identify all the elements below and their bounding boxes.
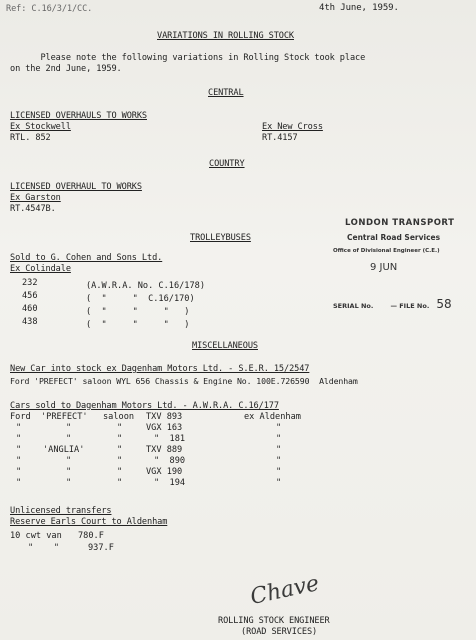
car-make-cell: Ford <box>10 412 31 422</box>
trolleybus-awra-ref: (A.W.R.A. No. C.16/178) <box>86 281 205 291</box>
car-reg-cell: VGX 163 <box>146 423 183 433</box>
signature: Chave <box>248 571 322 610</box>
trolleybus-number: 456 <box>22 291 38 301</box>
country-heading: COUNTRY <box>209 159 245 169</box>
car-model-cell: " <box>66 478 72 488</box>
misc-heading: MISCELLANEOUS <box>192 341 258 351</box>
car-from-cell: " <box>276 478 282 488</box>
stamp-serial-wrap <box>333 293 452 312</box>
car-type-cell: " <box>117 467 123 477</box>
car-reg-cell: TXV 889 <box>146 445 183 455</box>
car-from-cell: " <box>276 445 282 455</box>
country-item: RT.4547B. <box>10 204 56 214</box>
car-model-cell: " <box>66 456 72 466</box>
trolleybus-awra-ref: ( " " " ) <box>86 307 190 317</box>
car-model-cell: " <box>66 467 72 477</box>
stamp-line-3: Office of Divisional Engineer (C.E.) <box>333 248 440 254</box>
reserve-heading: Reserve Earls Court to Aldenham <box>10 517 168 527</box>
car-from-cell: " <box>276 456 282 466</box>
office-stamp <box>345 218 454 228</box>
central-heading: CENTRAL <box>208 88 244 98</box>
van-description: 10 cwt van <box>10 531 62 541</box>
car-type-cell: " <box>117 423 123 433</box>
central-left-item: RTL. 852 <box>10 133 51 143</box>
car-make-cell: " <box>16 423 22 433</box>
car-reg-cell: " 890 <box>154 456 186 466</box>
car-from-cell: " <box>276 434 282 444</box>
stamp-file-number: 58 <box>436 297 452 311</box>
car-from-cell: " <box>276 423 282 433</box>
car-make-cell: " <box>16 445 22 455</box>
car-reg-cell: VGX 190 <box>146 467 183 477</box>
car-type-cell: " <box>117 445 123 455</box>
document-title: VARIATIONS IN ROLLING STOCK <box>157 31 294 41</box>
car-reg-cell: " 194 <box>154 478 186 488</box>
car-model-cell: " <box>66 423 72 433</box>
car-model-cell: " <box>66 434 72 444</box>
central-subheading: LICENSED OVERHAULS TO WORKS <box>10 111 147 121</box>
car-make-cell: " <box>16 434 22 444</box>
intro-line-2: on the 2nd June, 1959. <box>10 64 122 74</box>
stamp-line-2: Central Road Services <box>347 233 441 242</box>
car-type-cell: " <box>117 478 123 488</box>
central-right-from: Ex New Cross <box>262 122 323 132</box>
country-from: Ex Garston <box>10 193 61 203</box>
stamp-line-1: LONDON TRANSPORT <box>345 218 455 228</box>
car-from-cell: " <box>276 467 282 477</box>
stamp-date: 9 JUN <box>370 262 398 273</box>
unlicensed-heading: Unlicensed transfers <box>10 506 112 516</box>
van-number: 780.F <box>78 531 104 541</box>
trolleybus-number: 438 <box>22 317 38 327</box>
car-type-cell: saloon <box>103 412 135 422</box>
footer-title: ROLLING STOCK ENGINEER <box>218 616 330 626</box>
country-subheading: LICENSED OVERHAUL TO WORKS <box>10 182 142 192</box>
car-from-cell: ex Aldenham <box>244 412 301 422</box>
car-make-cell: " <box>16 456 22 466</box>
van-description: " " <box>28 543 60 553</box>
stamp-file-label: — FILE No. <box>390 302 430 310</box>
stamp-serial-label: SERIAL No. <box>333 302 374 310</box>
trolleybus-awra-ref: ( " " " ) <box>86 320 190 330</box>
footer-subtitle: (ROAD SERVICES) <box>241 627 318 637</box>
trolleybus-number: 232 <box>22 278 38 288</box>
car-make-cell: " <box>16 467 22 477</box>
stamp-line-3-wrap <box>333 248 440 254</box>
car-reg-cell: " 181 <box>154 434 186 444</box>
car-type-cell: " <box>117 434 123 444</box>
new-car-line: Ford 'PREFECT' saloon WYL 656 Chassis & Engine No. 100E.726590 Aldenham <box>10 376 358 386</box>
trolleybuses-heading: TROLLEYBUSES <box>190 233 251 243</box>
van-number: 937.F <box>88 543 114 553</box>
new-car-heading: New Car into stock ex Dagenham Motors Ltd. - S.E.R. 15/2547 <box>10 364 310 374</box>
trolleybus-sold-to: Sold to G. Cohen and Sons Ltd. <box>10 253 163 263</box>
reference-number: Ref: C.16/3/1/CC. <box>6 4 93 14</box>
car-model-cell: 'PREFECT' <box>41 412 88 422</box>
intro-line-1: Please note the following variations in Rolling Stock took place <box>10 53 366 63</box>
stamp-line-2-wrap <box>347 233 440 242</box>
car-model-cell: 'ANGLIA' <box>43 445 85 455</box>
car-type-cell: " <box>117 456 123 466</box>
document-date: 4th June, 1959. <box>319 3 399 13</box>
trolleybus-from: Ex Colindale <box>10 264 71 274</box>
central-left-from: Ex Stockwell <box>10 122 71 132</box>
central-right-item: RT.4157 <box>262 133 298 143</box>
stamp-date-wrap <box>370 262 397 273</box>
cars-sold-heading: Cars sold to Dagenham Motors Ltd. - A.W.R.A. C.16/177 <box>10 401 279 411</box>
trolleybus-number: 460 <box>22 304 38 314</box>
car-make-cell: " <box>16 478 22 488</box>
car-reg-cell: TXV 893 <box>146 412 183 422</box>
trolleybus-awra-ref: ( " " C.16/170) <box>86 294 195 304</box>
